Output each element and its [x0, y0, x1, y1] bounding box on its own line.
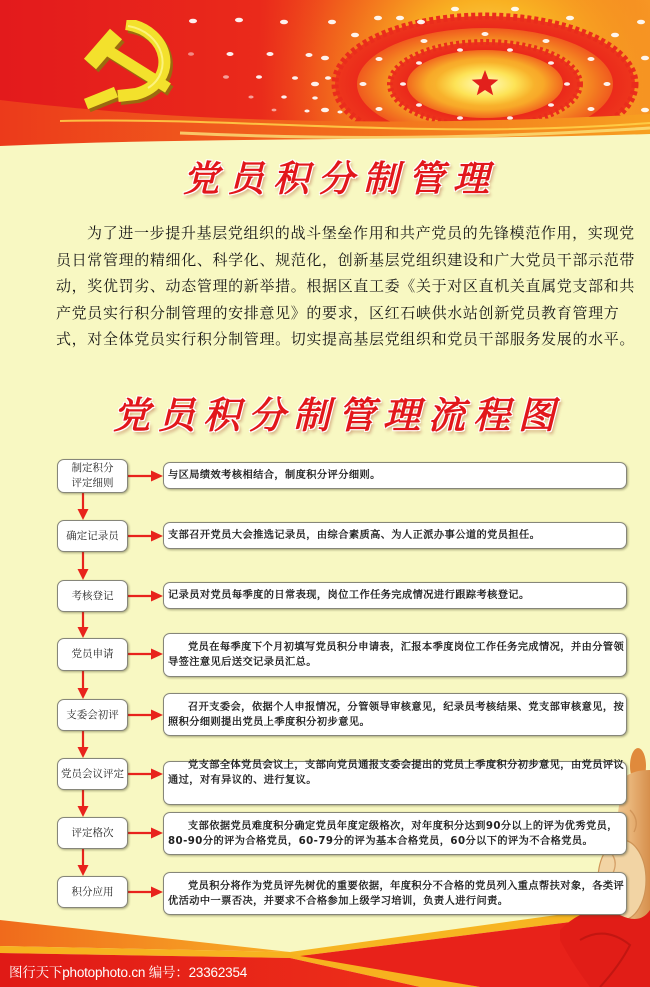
step-label: 制定积分: [71, 462, 114, 474]
step-label-box: [57, 520, 128, 552]
step-label: 党员申请: [71, 648, 114, 660]
flowchart-title: 党员积分制管理流程图: [113, 393, 563, 437]
step-detail: 优活动中一票否决，并要求不合格参加上级学习培训，负责人进行问责。: [168, 895, 509, 907]
step-detail: 记录员对党员每季度的日常表现，岗位工作任务完成情况进行跟踪考核登记。: [168, 590, 530, 601]
hammer-sickle-icon: [78, 20, 178, 120]
step-label: 党员会议评定: [61, 767, 124, 780]
step-detail: 导签注意见后送交记录员汇总。: [168, 657, 317, 668]
step-detail: 80-90分的评为合格党员，60-79分的评为基本合格党员，60分以下的评为不合格党员。: [168, 835, 594, 847]
step-detail-box: [163, 582, 627, 609]
step-detail-box: [163, 633, 627, 677]
intro-line: 动，奖优罚劣、动态管理的新举措。根据区直工委《关于对区直机关直属党支部和共: [56, 277, 636, 296]
watermark-text: 图行天下photophoto.cn 编号：23362354: [9, 965, 248, 980]
arrow-down-icon: [78, 731, 89, 758]
arrow-right-icon: [128, 471, 163, 482]
intro-line: 式，对全体党员实行积分制管理。切实提高基层党组织和党员干部服务发展的水平。: [56, 330, 636, 349]
step-detail-box: [163, 872, 627, 915]
step-label-box: [57, 459, 128, 493]
step-label: 积分应用: [71, 885, 114, 898]
arrow-right-icon: [128, 591, 163, 602]
step-label-box: [57, 817, 128, 849]
intro-paragraph: [56, 220, 636, 353]
arrow-down-icon: [78, 612, 89, 638]
arrow-down-icon: [78, 493, 89, 520]
step-detail: 党员积分将作为党员评先树优的重要依据，年度积分不合格的党员列入重点帮扶对象，各类评: [188, 880, 625, 892]
step-label-box: [57, 699, 128, 731]
step-detail: 通过，对有异议的、进行复议。: [168, 775, 317, 786]
step-detail-box: [163, 462, 627, 489]
step-detail: 党支部全体党员会议上，支部向党员通报支委会提出的党员上季度积分初步意见，由党员评议: [188, 760, 625, 771]
arrow-down-icon: [78, 790, 89, 817]
step-detail-box: [163, 812, 627, 855]
intro-line: 员日常管理的精细化、科学化、规范化，创新基层党组织建设和广大党员干部示范带: [56, 250, 636, 269]
step-detail: 支部召开党员大会推选记录员，由综合素质高、为人正派办事公道的党员担任。: [168, 530, 541, 541]
intro-line: 产党员实行积分制管理的安排意见》的要求，区红石峡供水站创新党员教育管理方: [56, 303, 620, 322]
arrow-right-icon: [128, 828, 163, 839]
step-detail-box: [163, 522, 627, 549]
step-detail-box: [163, 761, 627, 805]
intro-line: 为了进一步提升基层党组织的战斗堡垒作用和共产党员的先锋模范作用，实现党: [87, 224, 635, 242]
step-label-box: [57, 580, 128, 612]
arrow-right-icon: [128, 710, 163, 721]
step-detail: 党员在每季度下个月初填写党员积分申请表，汇报本季度岗位工作任务完成情况，并由分管领: [188, 642, 625, 653]
step-label: 确定记录员: [66, 529, 119, 542]
step-detail: 召开支委会，依据个人申报情况，分管领导审核意见，纪录员考核结果、党支部审核意见，按: [188, 701, 625, 713]
step-label-box: [57, 638, 128, 671]
step-detail: 支部依据党员难度积分确定党员年度定级格次，对年度积分达到90分以上的评为优秀党员，: [188, 820, 618, 832]
step-detail: 照积分细则提出党员上季度积分初步意见。: [168, 716, 371, 728]
step-label: 支委会初评: [66, 708, 119, 721]
step-detail: 与区局绩效考核相结合，制度积分评分细则。: [168, 470, 381, 481]
step-detail-box: [163, 693, 627, 736]
page-title: 党员积分制管理: [183, 158, 499, 200]
arrow-right-icon: [128, 649, 163, 660]
arrow-down-icon: [78, 671, 89, 699]
step-label: 考核登记: [71, 589, 114, 602]
arrow-right-icon: [128, 887, 163, 898]
step-label-box: [57, 758, 128, 790]
step-label: 评定格次: [71, 826, 114, 839]
arrow-right-icon: [128, 769, 163, 780]
arrow-right-icon: [128, 531, 163, 542]
arrow-down-icon: [78, 552, 89, 580]
step-label-box: [57, 876, 128, 908]
arrow-down-icon: [78, 849, 89, 876]
step-label: 评定细则: [71, 477, 114, 489]
